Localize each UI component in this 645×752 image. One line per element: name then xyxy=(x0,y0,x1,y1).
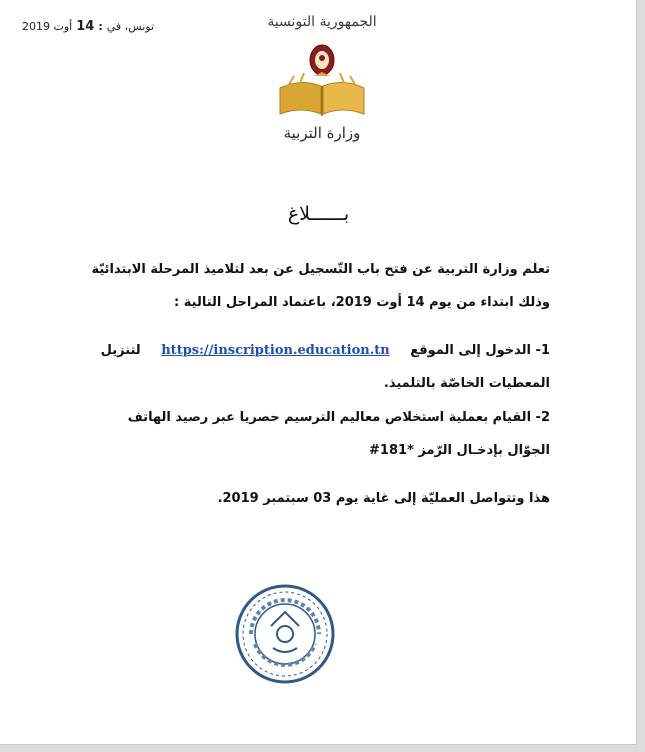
step-1-suffix: لتنزيل xyxy=(100,343,141,358)
step-1-prefix: 1- الدخول إلى الموقع xyxy=(410,343,550,358)
ministry-name: وزارة التربية xyxy=(283,124,361,142)
date-day: 14 xyxy=(76,19,95,34)
intro-line-1: تعلم وزارة التربية عن فتح باب التّسجيل عن بعد لتلاميذ المرحلة الابتدائيّة xyxy=(91,262,550,277)
date-separator: : xyxy=(98,20,103,33)
notice-title: بــــــلاغ xyxy=(287,203,350,225)
step-2-line-1: 2- القيام بعملية استخلاص معاليم الترسيم حصريا عبر رصيد الهاتف xyxy=(127,410,550,425)
ministry-book-emblem-icon xyxy=(274,36,370,122)
step-2-line-2: الجوّال بإدخـال الرّمز *181# xyxy=(369,443,550,458)
closing-line: هذا وتتواصل العمليّة إلى غاية يوم 03 سبتمبر 2019. xyxy=(217,491,550,506)
step-1-line-2: المعطيات الخاصّة بالتلميذ. xyxy=(383,376,550,391)
official-round-stamp-icon xyxy=(233,582,337,686)
step-1-line-1 xyxy=(60,343,550,358)
registration-site-link[interactable]: https://inscription.education.tn xyxy=(161,343,390,358)
date-month-year: أوت 2019 xyxy=(22,20,73,33)
date-line xyxy=(22,19,154,34)
republic-name: الجمهورية التونسية xyxy=(267,14,377,30)
city-label: تونس، في xyxy=(106,20,155,33)
intro-line-2: وذلك ابتداء من يوم 14 أوت 2019، باعتماد المراحل التالية : xyxy=(174,295,550,310)
letterhead xyxy=(262,14,382,142)
